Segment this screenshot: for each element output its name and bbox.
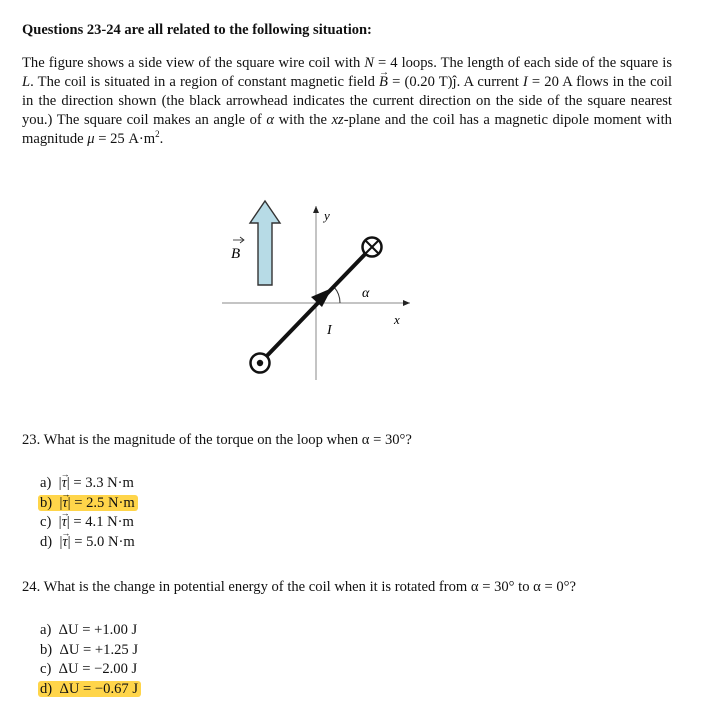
q24-option-b[interactable] — [40, 641, 141, 661]
current-in-icon — [363, 238, 382, 257]
q23-option-d[interactable]: d) |→ τ| = 5.0 N·m — [40, 533, 138, 553]
q23-option-c[interactable]: c) |→ τ| = 4.1 N·m — [40, 513, 138, 533]
option-value: ΔU = +1.25 J — [59, 641, 139, 658]
tau-symbol: → τ — [62, 513, 67, 533]
option-letter: a) — [40, 475, 52, 491]
para-text: = 4 loops. The length of each side of the square is — [374, 55, 673, 71]
y-axis-label: y — [324, 208, 330, 223]
question-24-options — [40, 621, 141, 699]
question-23-options — [40, 474, 138, 552]
para-text: with the — [274, 112, 332, 128]
situation-paragraph — [22, 54, 672, 149]
para-text: = 20 A flows in the coil in the direction shown (the black arrowhead indicates the current direction on the side of the square nearest you.) The square coil makes an angle of — [22, 74, 672, 128]
answer-highlight: b) |→ τ| = 2.5 N·m — [38, 495, 138, 511]
option-letter: c) — [40, 661, 52, 677]
para-text: . — [159, 131, 164, 147]
option-letter: b) — [40, 641, 53, 658]
tau-symbol: → τ — [62, 533, 67, 553]
option-value: ΔU = −2.00 J — [58, 661, 138, 677]
x-axis-label: x — [394, 312, 400, 327]
para-text: -plane and the coil has a magnetic dipole moment with magnitude — [22, 112, 672, 147]
alpha-arc — [334, 287, 340, 303]
alpha-label: α — [362, 286, 370, 301]
current-label: I — [327, 323, 332, 338]
b-field-label: B — [231, 246, 241, 262]
superscript-2: 2 — [155, 129, 160, 140]
q23-option-a[interactable]: a) |→ τ| = 3.3 N·m — [40, 474, 138, 494]
var-alpha: α — [266, 112, 275, 128]
q24-option-c[interactable] — [40, 660, 141, 680]
current-out-icon — [251, 354, 270, 373]
option-value: = 5.0 N·m — [74, 533, 135, 550]
option-value: ΔU = −0.67 J — [59, 680, 139, 697]
var-mu: μ — [87, 131, 95, 147]
var-l: L — [22, 74, 31, 90]
section-heading: Questions 23-24 are all related to the following situation: — [22, 22, 372, 38]
option-letter: c) — [40, 514, 52, 530]
tau-symbol: → τ — [62, 494, 67, 514]
para-text: = 25 A·m — [94, 131, 156, 147]
b-field-arrow — [250, 201, 280, 285]
q24-option-d[interactable] — [40, 680, 141, 700]
para-text: = (0.20 T)ĵ. A current — [387, 74, 523, 90]
q24-option-a[interactable] — [40, 621, 141, 641]
option-value: = 2.5 N·m — [74, 494, 135, 511]
tau-symbol: → τ — [62, 474, 67, 494]
q23-option-b[interactable] — [40, 494, 138, 514]
option-letter: d) — [40, 680, 53, 697]
para-text: . The coil is situated in a region of constant magnetic field — [30, 74, 380, 90]
question-24: 24. What is the change in potential energy of the coil when it is rotated from α = 30° to α = 0°? — [22, 579, 576, 595]
option-letter: b) — [40, 494, 53, 511]
option-value: ΔU = +1.00 J — [58, 622, 138, 638]
var-n: N — [364, 55, 375, 71]
option-value: = 4.1 N·m — [73, 514, 134, 530]
option-letter: a) — [40, 622, 52, 638]
para-text: The figure shows a side view of the square wire coil with — [22, 55, 365, 71]
var-xz: xz — [331, 112, 344, 128]
option-letter: d) — [40, 533, 53, 550]
coil-figure — [210, 190, 450, 400]
var-b-vector: → B — [379, 73, 388, 92]
option-value: = 3.3 N·m — [73, 475, 134, 491]
var-i: I — [522, 74, 528, 90]
question-23: 23. What is the magnitude of the torque on the loop when α = 30°? — [22, 432, 412, 448]
answer-highlight — [38, 681, 141, 697]
